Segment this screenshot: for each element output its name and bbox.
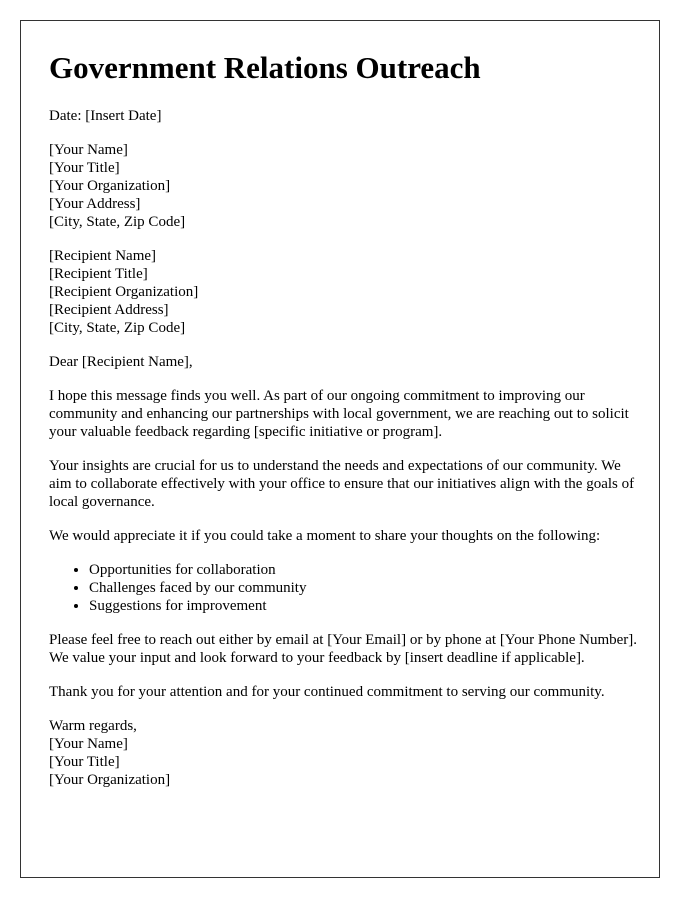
closing-signature [49,717,639,789]
sender-name: [Your Name] [49,142,128,158]
sender-organization: [Your Organization] [49,178,171,194]
signature-name: [Your Name] [49,736,128,752]
recipient-organization: [Recipient Organization] [49,284,199,300]
sender-city: [City, State, Zip Code] [49,214,186,230]
paragraph-request: We would appreciate it if you could take a moment to share your thoughts on the following: [49,528,601,544]
paragraph-contact: Please feel free to reach out either by email at [Your Email] or by phone at [Your Phone Number]. We value your input and look forward to your feedback by [insert deadline if applicable]. [49,632,638,666]
paragraph-thanks: Thank you for your attention and for your continued commitment to serving our community. [49,684,605,700]
list-item: • Opportunities for collaboration [89,561,639,579]
date-line: Date: [Insert Date] [49,108,162,124]
sender-street: [Your Address] [49,196,141,212]
letter-title: Government Relations Outreach [49,50,481,85]
sender-title: [Your Title] [49,160,120,176]
list-item: • Suggestions for improvement [89,597,639,615]
recipient-city: [City, State, Zip Code] [49,320,186,336]
list-item: • Challenges faced by our community [89,579,639,597]
recipient-title: [Recipient Title] [49,266,148,282]
signature-title: [Your Title] [49,754,120,770]
paragraph-intro: I hope this message finds you well. As part of our ongoing commitment to improving our community and enhancing our partnerships with local government, we are reaching out to solicit your valuable feedback regarding [specific initiative or program]. [49,388,629,440]
letter-content [49,47,639,805]
letter-page [20,20,660,878]
sender-address [49,141,639,231]
signature-organization: [Your Organization] [49,772,171,788]
salutation: Dear [Recipient Name], [49,354,193,370]
feedback-topics-list [49,561,639,615]
recipient-street: [Recipient Address] [49,302,169,318]
recipient-name: [Recipient Name] [49,248,157,264]
sign-off: Warm regards, [49,718,137,734]
recipient-address [49,247,639,337]
paragraph-insights: Your insights are crucial for us to understand the needs and expectations of our community. We aim to collaborate effectively with your office to ensure that our initiatives align with the goals of local governance. [49,458,635,510]
